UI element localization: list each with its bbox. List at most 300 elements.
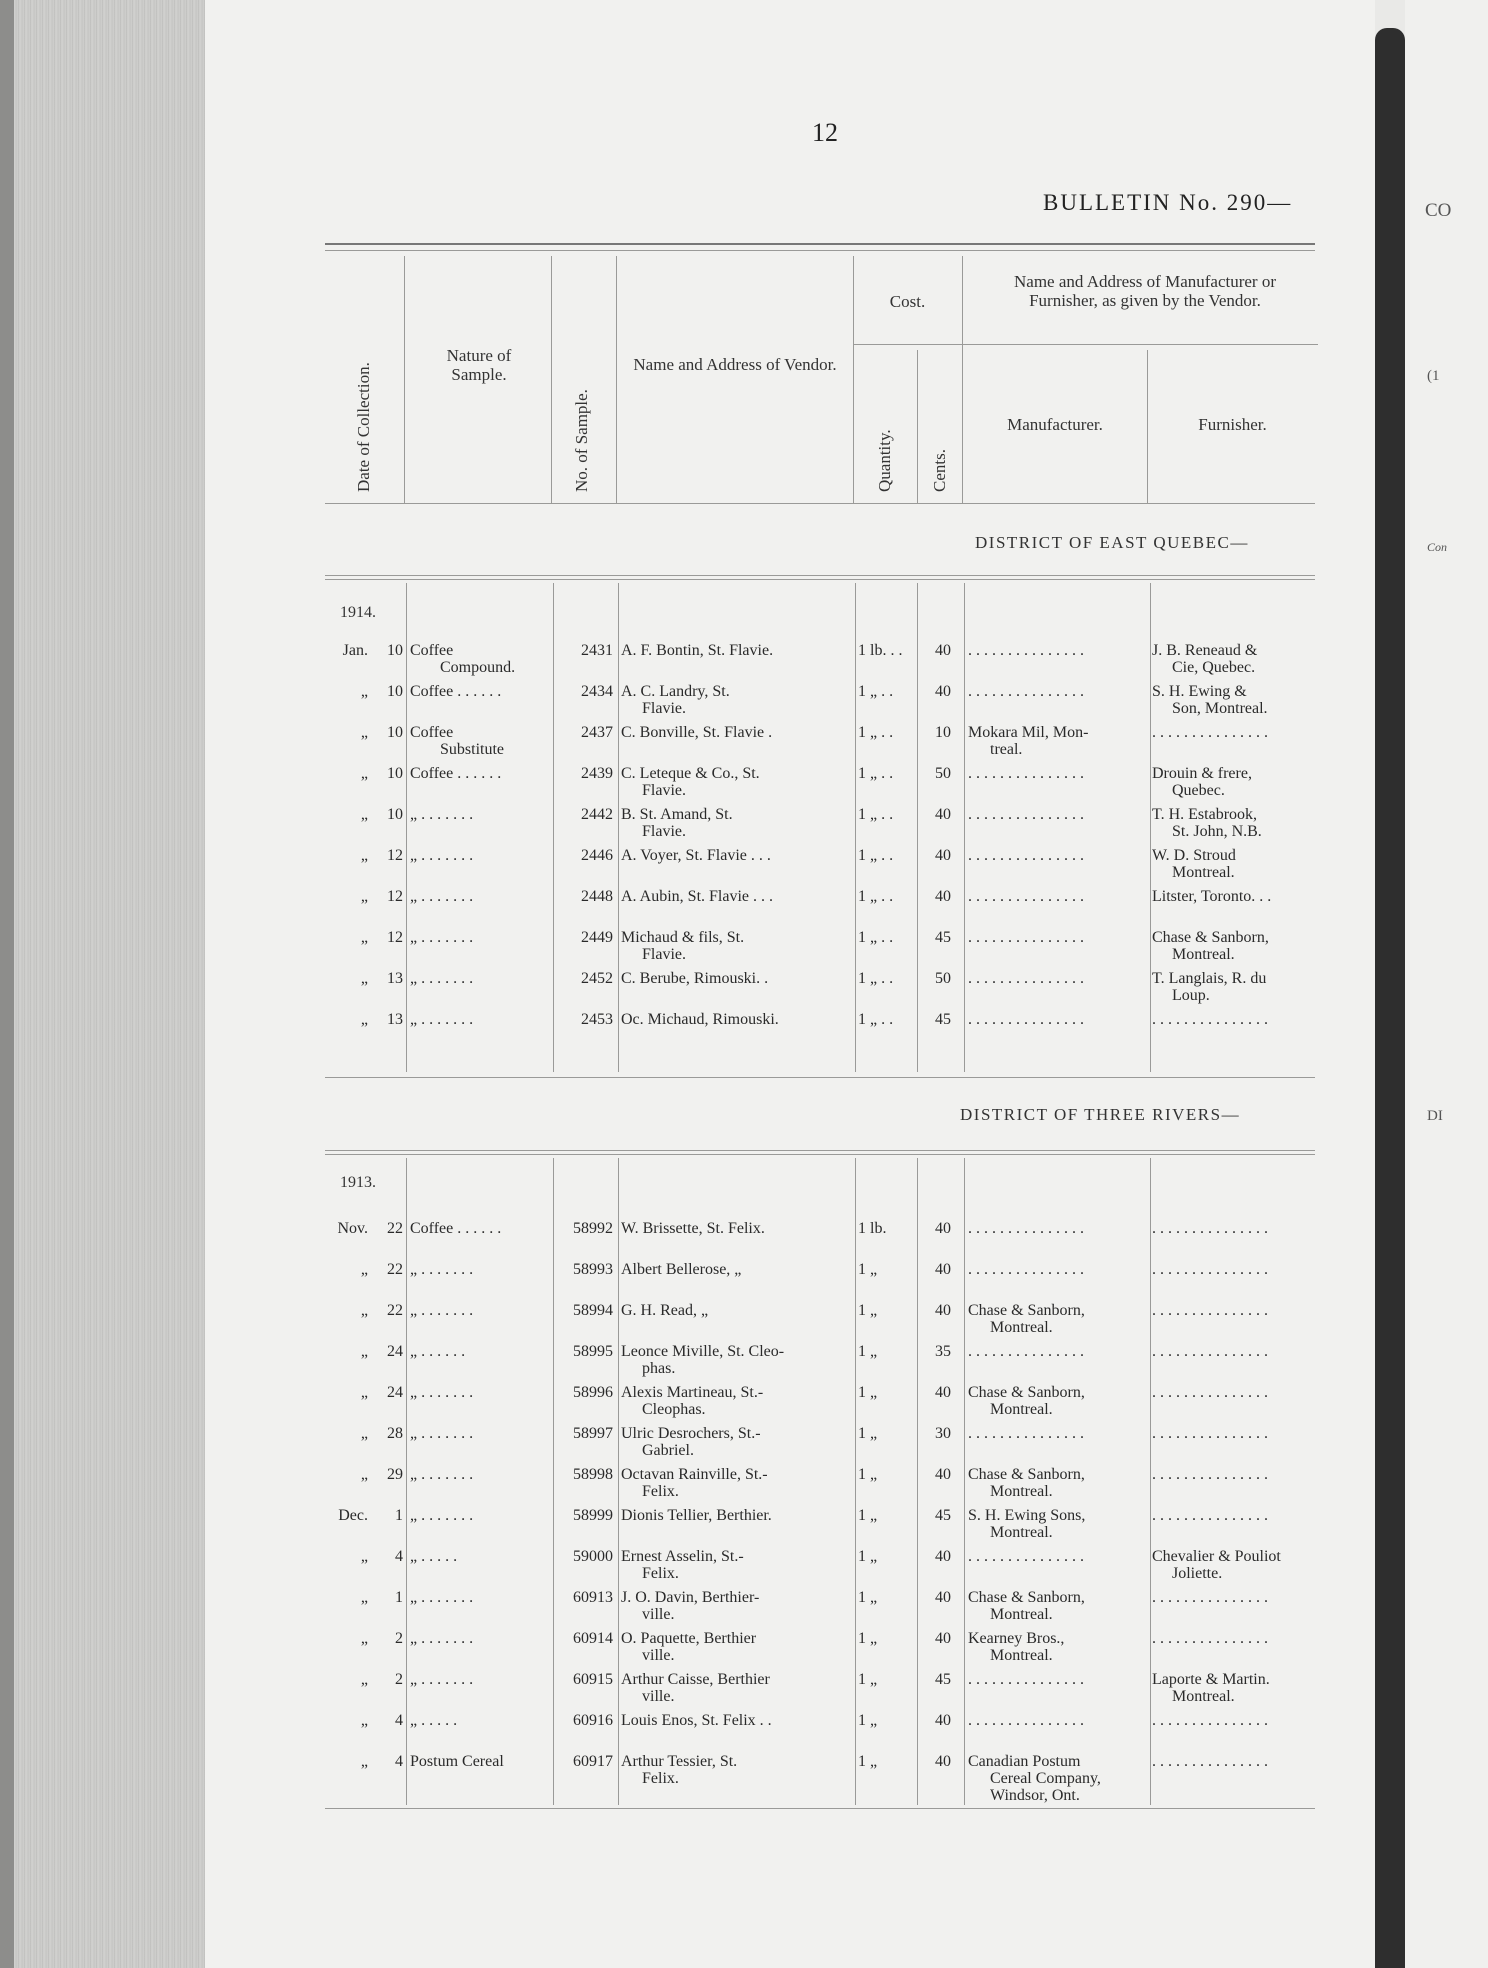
sample-nature: Coffee . . . . . . [410,765,502,782]
cents: 40 [935,1630,951,1647]
vendor-name: A. Aubin, St. Flavie . . . [621,888,774,905]
manufacturer: Mokara Mil, Mon- [968,724,1089,741]
vendor-name: Octavan Rainville, St.- [621,1466,768,1483]
date-month: Dec. [338,1507,368,1524]
cents: 45 [935,1671,951,1688]
manufacturer-cont: treal. [990,741,1023,758]
next-page-fragment: CO [1425,200,1452,221]
quantity: 1 „ . . [858,683,894,700]
sample-nature: „ . . . . . . . [410,1384,474,1401]
sample-nature: „ . . . . . . . [410,970,474,987]
book-gutter [1375,28,1405,1968]
sample-nature: „ . . . . . . . [410,1671,474,1688]
manufacturer-cont: Windsor, Ont. [990,1787,1080,1804]
date-month: „ [360,1712,368,1729]
quantity: 1 „ [858,1261,878,1278]
date-month: „ [360,1466,368,1483]
sample-nature: „ . . . . . . [410,1343,466,1360]
header-sample-no: No. of Sample. [572,389,591,492]
column-divider [917,1158,918,1805]
date-day: 10 [387,724,403,741]
district-rule-2 [325,1154,1315,1155]
sample-number: 58997 [573,1425,613,1442]
date-day: 13 [387,1011,403,1028]
vendor-name-cont: Flavie. [642,823,686,840]
header-divider [551,256,552,503]
manufacturer-cont: Cereal Company, [990,1770,1101,1787]
date-day: 28 [387,1425,403,1442]
furnisher: . . . . . . . . . . . . . . . [1152,724,1268,741]
header-cents: Cents. [930,449,949,492]
district-heading: DISTRICT OF EAST QUEBEC— [975,533,1249,552]
date-month: „ [360,1302,368,1319]
vendor-name-cont: Felix. [642,1770,679,1787]
page-number: 12 [812,118,838,147]
column-divider [618,1158,619,1805]
header-manufacturer: Manufacturer. [1007,415,1103,434]
year-label: 1913. [340,1174,376,1191]
manufacturer: Chase & Sanborn, [968,1384,1085,1401]
quantity: 1 lb. . . [858,642,903,659]
vendor-name-cont: Felix. [642,1483,679,1500]
vendor-name: Oc. Michaud, Rimouski. [621,1011,779,1028]
sample-number: 2449 [581,929,613,946]
spine-edge [0,0,14,1968]
cents: 40 [935,888,951,905]
furnisher: Laporte & Martin. [1152,1671,1270,1688]
date-day: 22 [387,1261,403,1278]
column-divider [917,583,918,1072]
sample-nature: „ . . . . . . . [410,1507,474,1524]
date-day: 12 [387,847,403,864]
sample-number: 58999 [573,1507,613,1524]
manufacturer: Chase & Sanborn, [968,1589,1085,1606]
year-label: 1914. [340,604,376,621]
cents: 40 [935,1548,951,1565]
vendor-name-cont: Felix. [642,1565,679,1582]
cents: 30 [935,1425,951,1442]
furnisher: . . . . . . . . . . . . . . . [1152,1712,1268,1729]
date-day: 1 [395,1589,403,1606]
furnisher: . . . . . . . . . . . . . . . [1152,1302,1268,1319]
next-page-fragment: (1 [1427,368,1440,384]
vendor-name-cont: phas. [642,1360,676,1377]
sample-number: 58992 [573,1220,613,1237]
manufacturer: Chase & Sanborn, [968,1466,1085,1483]
furnisher: Chevalier & Pouliot [1152,1548,1281,1565]
manufacturer: Chase & Sanborn, [968,1302,1085,1319]
vendor-name: G. H. Read, „ [621,1302,709,1319]
date-month: „ [360,888,368,905]
furnisher-cont: St. John, N.B. [1172,823,1262,840]
sample-nature: „ . . . . . . . [410,929,474,946]
vendor-name: W. Brissette, St. Felix. [621,1220,765,1237]
quantity: 1 „ . . [858,806,894,823]
sample-number: 2452 [581,970,613,987]
furnisher: J. B. Reneaud & [1152,642,1258,659]
column-divider [1150,1158,1151,1805]
sample-nature: „ . . . . . . . [410,1466,474,1483]
quantity: 1 „ . . [858,847,894,864]
cents: 35 [935,1343,951,1360]
sample-number: 60917 [573,1753,613,1770]
quantity: 1 „ [858,1343,878,1360]
book-spine [0,0,205,1968]
date-month: „ [360,1671,368,1688]
vendor-name: Michaud & fils, St. [621,929,745,946]
section-end-rule [325,1077,1315,1078]
manufacturer: . . . . . . . . . . . . . . . [968,1011,1084,1028]
manufacturer-cont: Montreal. [990,1401,1053,1418]
sample-number: 58994 [573,1302,613,1319]
date-day: 1 [395,1507,403,1524]
column-divider [406,583,407,1072]
section-end-rule [325,1808,1315,1809]
manufacturer-cont: Montreal. [990,1647,1053,1664]
sample-nature: Coffee . . . . . . [410,1220,502,1237]
sample-nature: „ . . . . . [410,1712,458,1729]
cents: 40 [935,683,951,700]
date-day: 2 [395,1630,403,1647]
sample-number: 59000 [573,1548,613,1565]
furnisher: . . . . . . . . . . . . . . . [1152,1011,1268,1028]
vendor-name-cont: Cleophas. [642,1401,706,1418]
date-day: 22 [387,1220,403,1237]
district-heading: DISTRICT OF THREE RIVERS— [960,1105,1241,1124]
quantity: 1 „ . . [858,888,894,905]
column-divider [1150,583,1151,1072]
date-month: „ [360,1011,368,1028]
manufacturer: . . . . . . . . . . . . . . . [968,765,1084,782]
manufacturer: Canadian Postum [968,1753,1081,1770]
sample-number: 2442 [581,806,613,823]
sample-number: 58996 [573,1384,613,1401]
header-bottom-rule [325,503,1315,504]
vendor-name: Albert Bellerose, „ [621,1261,742,1278]
quantity: 1 „ [858,1425,878,1442]
column-divider [964,1158,965,1805]
vendor-name-cont: Gabriel. [642,1442,694,1459]
vendor-name: Dionis Tellier, Berthier. [621,1507,772,1524]
date-day: 4 [395,1712,403,1729]
vendor-name-cont: Flavie. [642,782,686,799]
date-day: 12 [387,929,403,946]
manufacturer: S. H. Ewing Sons, [968,1507,1086,1524]
sample-nature-cont: Substitute [440,741,505,758]
sample-nature: „ . . . . . . . [410,847,474,864]
vendor-name: O. Paquette, Berthier [621,1630,757,1647]
cost-group-rule [853,344,1318,345]
quantity: 1 „ [858,1507,878,1524]
sample-number: 60916 [573,1712,613,1729]
date-month: „ [360,929,368,946]
header-top-rule [325,243,1315,245]
manufacturer: . . . . . . . . . . . . . . . [968,970,1084,987]
column-divider [618,583,619,1072]
date-month: Nov. [337,1220,368,1237]
date-day: 10 [387,765,403,782]
date-day: 4 [395,1548,403,1565]
date-month: „ [360,724,368,741]
cents: 40 [935,1384,951,1401]
header-quantity: Quantity. [875,429,894,492]
cents: 40 [935,1261,951,1278]
date-month: „ [360,765,368,782]
manufacturer: . . . . . . . . . . . . . . . [968,1261,1084,1278]
vendor-name: A. Voyer, St. Flavie . . . [621,847,771,864]
cents: 50 [935,970,951,987]
sample-number: 2453 [581,1011,613,1028]
manufacturer: Kearney Bros., [968,1630,1065,1647]
header-date: Date of Collection. [354,362,373,492]
vendor-name: B. St. Amand, St. [621,806,733,823]
quantity: 1 „ [858,1548,878,1565]
date-month: „ [360,1589,368,1606]
district-rule [325,575,1315,576]
furnisher: . . . . . . . . . . . . . . . [1152,1343,1268,1360]
cents: 10 [935,724,951,741]
vendor-name: Leonce Miville, St. Cleo- [621,1343,785,1360]
sample-number: 60915 [573,1671,613,1688]
furnisher: . . . . . . . . . . . . . . . [1152,1753,1268,1770]
quantity: 1 „ [858,1630,878,1647]
cents: 40 [935,1589,951,1606]
sample-number: 2439 [581,765,613,782]
date-month: „ [360,970,368,987]
quantity: 1 „ [858,1466,878,1483]
header-cost: Cost. [889,292,926,311]
sample-nature: „ . . . . . . . [410,1302,474,1319]
manufacturer: . . . . . . . . . . . . . . . [968,1671,1084,1688]
cents: 40 [935,1712,951,1729]
date-day: 10 [387,683,403,700]
furnisher: . . . . . . . . . . . . . . . [1152,1384,1268,1401]
manufacturer-cont: Montreal. [990,1524,1053,1541]
quantity: 1 „ . . [858,1011,894,1028]
header-divider [962,256,963,503]
sample-number: 2437 [581,724,613,741]
vendor-name: Arthur Tessier, St. [621,1753,738,1770]
manufacturer: . . . . . . . . . . . . . . . [968,642,1084,659]
date-day: 10 [387,806,403,823]
sample-nature: „ . . . . . . . [410,1630,474,1647]
date-month: „ [360,806,368,823]
quantity: 1 „ . . [858,765,894,782]
furnisher: . . . . . . . . . . . . . . . [1152,1425,1268,1442]
manufacturer: . . . . . . . . . . . . . . . [968,806,1084,823]
sample-nature: „ . . . . . . . [410,1011,474,1028]
furnisher: . . . . . . . . . . . . . . . [1152,1220,1268,1237]
date-day: 10 [387,642,403,659]
vendor-name: C. Bonville, St. Flavie . [621,724,773,741]
date-month: „ [360,1630,368,1647]
vendor-name-cont: ville. [642,1647,675,1664]
furnisher: T. H. Estabrook, [1152,806,1258,823]
furnisher: Drouin & frere, [1152,765,1252,782]
cents: 40 [935,806,951,823]
sample-nature: „ . . . . . . . [410,806,474,823]
cents: 45 [935,929,951,946]
column-divider [964,583,965,1072]
sample-number: 2448 [581,888,613,905]
sample-number: 2431 [581,642,613,659]
sample-number: 2446 [581,847,613,864]
vendor-name: Arthur Caisse, Berthier [621,1671,770,1688]
vendor-name-cont: ville. [642,1606,675,1623]
furnisher-cont: Montreal. [1172,1688,1235,1705]
vendor-name: C. Berube, Rimouski. . [621,970,769,987]
date-month: „ [360,683,368,700]
date-day: 4 [395,1753,403,1770]
manufacturer: . . . . . . . . . . . . . . . [968,888,1084,905]
date-day: 24 [387,1343,403,1360]
header-maker-group: Name and Address of Manufacturer or Furnisher, as given by the Vendor. [1014,272,1276,310]
vendor-name: A. F. Bontin, St. Flavie. [621,642,774,659]
header-vendor: Name and Address of Vendor. [633,355,837,374]
sample-nature: Coffee [410,642,454,659]
column-divider [553,583,554,1072]
sample-nature: „ . . . . . . . [410,1589,474,1606]
cents: 40 [935,1302,951,1319]
furnisher: . . . . . . . . . . . . . . . [1152,1261,1268,1278]
quantity: 1 „ [858,1384,878,1401]
header-divider [917,350,918,503]
furnisher-cont: Quebec. [1172,782,1225,799]
manufacturer: . . . . . . . . . . . . . . . [968,929,1084,946]
vendor-name: Ulric Desrochers, St.- [621,1425,761,1442]
quantity: 1 „ [858,1589,878,1606]
manufacturer-cont: Montreal. [990,1319,1053,1336]
furnisher: . . . . . . . . . . . . . . . [1152,1589,1268,1606]
sample-number: 58995 [573,1343,613,1360]
date-day: 24 [387,1384,403,1401]
date-month: „ [360,1261,368,1278]
sample-nature: Coffee . . . . . . [410,683,502,700]
sample-number: 60914 [573,1630,613,1647]
furnisher-cont: Montreal. [1172,864,1235,881]
quantity: 1 „ [858,1712,878,1729]
header-divider [1147,350,1148,503]
column-divider [855,583,856,1072]
date-month: „ [360,847,368,864]
vendor-name: Ernest Asselin, St.- [621,1548,744,1565]
vendor-name: C. Leteque & Co., St. [621,765,760,782]
manufacturer: . . . . . . . . . . . . . . . [968,683,1084,700]
cents: 40 [935,1466,951,1483]
date-day: 13 [387,970,403,987]
date-month: Jan. [342,642,368,659]
vendor-name: Louis Enos, St. Felix . . [621,1712,772,1729]
vendor-name-cont: Flavie. [642,700,686,717]
header-nature: Nature of Sample. [446,346,512,384]
sample-nature: „ . . . . . [410,1548,458,1565]
quantity: 1 „ . . [858,724,894,741]
bulletin-title: BULLETIN No. 290— [1043,190,1293,215]
cents: 45 [935,1507,951,1524]
date-month: „ [360,1384,368,1401]
manufacturer: . . . . . . . . . . . . . . . [968,1425,1084,1442]
date-month: „ [360,1425,368,1442]
quantity: 1 „ . . [858,970,894,987]
furnisher-cont: Joliette. [1172,1565,1223,1582]
vendor-name: A. C. Landry, St. [621,683,730,700]
furnisher-cont: Montreal. [1172,946,1235,963]
manufacturer: . . . . . . . . . . . . . . . [968,847,1084,864]
district-rule [325,1150,1315,1151]
cents: 40 [935,1220,951,1237]
sample-nature: „ . . . . . . . [410,1425,474,1442]
furnisher: . . . . . . . . . . . . . . . [1152,1630,1268,1647]
furnisher: T. Langlais, R. du [1152,970,1267,987]
next-page-edge [1405,0,1488,1968]
manufacturer-cont: Montreal. [990,1606,1053,1623]
manufacturer: . . . . . . . . . . . . . . . [968,1343,1084,1360]
column-divider [406,1158,407,1805]
district-rule-2 [325,579,1315,580]
manufacturer: . . . . . . . . . . . . . . . [968,1548,1084,1565]
sample-nature: Coffee [410,724,454,741]
sample-nature: Postum Cereal [410,1753,504,1770]
sample-nature: „ . . . . . . . [410,1261,474,1278]
quantity: 1 lb. [858,1220,887,1237]
vendor-name: Alexis Martineau, St.- [621,1384,764,1401]
sample-number: 2434 [581,683,613,700]
vendor-name-cont: Flavie. [642,946,686,963]
sample-nature-cont: Compound. [440,659,516,676]
date-day: 2 [395,1671,403,1688]
header-divider [616,256,617,503]
sample-number: 60913 [573,1589,613,1606]
furnisher: . . . . . . . . . . . . . . . [1152,1466,1268,1483]
furnisher: S. H. Ewing & [1152,683,1247,700]
date-day: 22 [387,1302,403,1319]
date-month: „ [360,1753,368,1770]
quantity: 1 „ [858,1753,878,1770]
vendor-name: J. O. Davin, Berthier- [621,1589,760,1606]
sample-number: 58998 [573,1466,613,1483]
column-divider [855,1158,856,1805]
quantity: 1 „ [858,1671,878,1688]
furnisher: W. D. Stroud [1152,847,1236,864]
date-month: „ [360,1343,368,1360]
next-page-fragment: DI [1427,1108,1443,1124]
quantity: 1 „ [858,1302,878,1319]
cents: 40 [935,642,951,659]
manufacturer: . . . . . . . . . . . . . . . [968,1220,1084,1237]
next-page-fragment: Con [1427,540,1448,554]
header-furnisher: Furnisher. [1198,415,1267,434]
furnisher-cont: Cie, Quebec. [1172,659,1256,676]
manufacturer-cont: Montreal. [990,1483,1053,1500]
date-day: 12 [387,888,403,905]
furnisher: Chase & Sanborn, [1152,929,1269,946]
furnisher-cont: Son, Montreal. [1172,700,1268,717]
sample-nature: „ . . . . . . . [410,888,474,905]
column-divider [553,1158,554,1805]
header-divider [404,256,405,503]
manufacturer: . . . . . . . . . . . . . . . [968,1712,1084,1729]
quantity: 1 „ . . [858,929,894,946]
header-top-rule-2 [325,250,1315,251]
cents: 40 [935,847,951,864]
cents: 45 [935,1011,951,1028]
sample-number: 58993 [573,1261,613,1278]
vendor-name-cont: ville. [642,1688,675,1705]
furnisher: . . . . . . . . . . . . . . . [1152,1507,1268,1524]
cents: 40 [935,1753,951,1770]
date-day: 29 [387,1466,403,1483]
furnisher-cont: Loup. [1172,987,1210,1004]
